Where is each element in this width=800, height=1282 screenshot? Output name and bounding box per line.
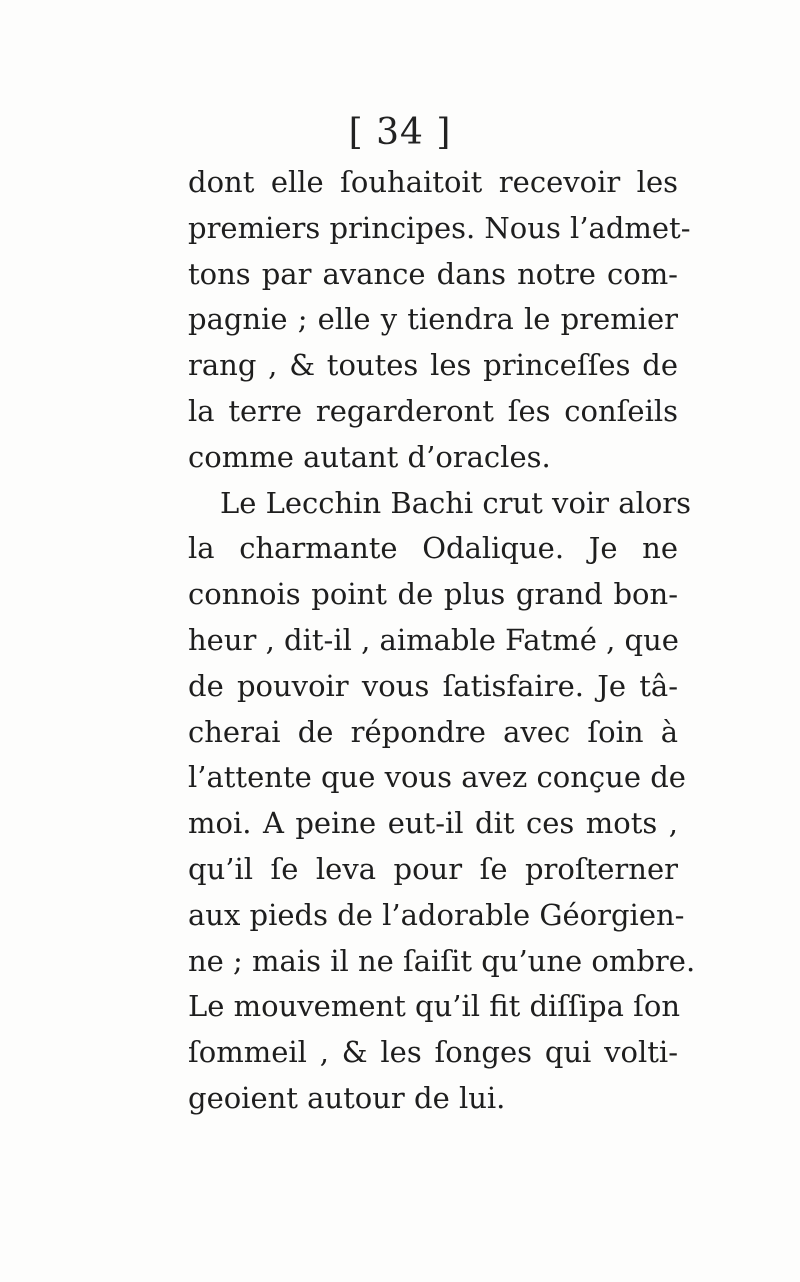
text-line: ne ; mais il ne ſaiſit qu’une ombre. xyxy=(188,943,696,978)
text-line: Le mouvement qu’il fit diſſipa ſon xyxy=(188,989,680,1024)
text-line: cherai de répondre avec ſoin à xyxy=(188,714,678,749)
text-line: de pouvoir vous ſatisfaire. Je tâ- xyxy=(188,668,678,703)
text-line: qu’il ſe leva pour ſe proſterner xyxy=(188,851,678,886)
text-line: l’attente que vous avez conçue de xyxy=(188,760,686,795)
text-line: la charmante Odalique. Je ne xyxy=(188,531,678,566)
text-line: heur , dit-il , aimable Fatmé , que xyxy=(188,622,679,657)
text-line: geoient autour de lui. xyxy=(188,1080,506,1115)
text-line: connois point de plus grand bon- xyxy=(188,577,678,612)
page-number: [ 34 ] xyxy=(348,112,452,153)
text-line: tons par avance dans notre com- xyxy=(188,256,678,291)
text-line: pagnie ; elle y tiendra le premier xyxy=(188,302,678,337)
text-line: comme autant d’oracles. xyxy=(188,439,551,474)
text-line: moi. A peine eut-il dit ces mots , xyxy=(188,806,678,841)
text-line: ſommeil , & les ſonges qui volti- xyxy=(188,1035,678,1070)
text-line: dont elle ſouhaitoit recevoir les xyxy=(188,165,678,199)
text-line: rang , & toutes les princeſſes de xyxy=(188,348,678,383)
text-line: Le Lecchin Bachi crut voir alors xyxy=(220,485,692,520)
text-line: premiers principes. Nous l’admet- xyxy=(188,210,691,245)
body-text xyxy=(188,160,696,1122)
text-line: la terre regarderont ſes conſeils xyxy=(188,393,678,428)
text-line: aux pieds de l’adorable Géorgien- xyxy=(188,897,685,932)
